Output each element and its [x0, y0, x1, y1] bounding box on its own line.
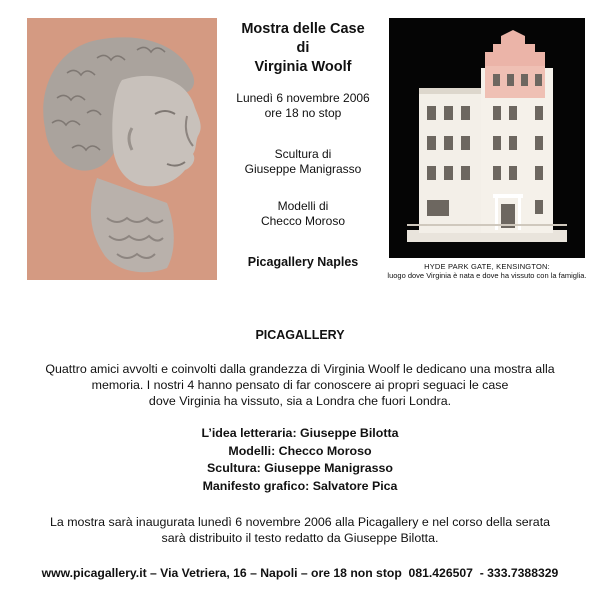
credit-graphics: Manifesto grafico: Salvatore Pica	[202, 478, 398, 493]
house-caption	[383, 262, 591, 280]
gallery-name: Picagallery Naples	[247, 255, 359, 269]
section-heading: PICAGALLERY	[255, 328, 345, 342]
closing-line: sarà distribuito il testo redatto da Giuseppe Bilotta.	[161, 531, 439, 545]
house-caption-title: HYDE PARK GATE, KENSINGTON:	[424, 262, 550, 271]
sculpture-head-icon	[27, 18, 217, 280]
intro-paragraph	[20, 361, 580, 409]
models-label: Modelli di	[277, 199, 329, 213]
footer-contact: www.picagallery.it – Via Vetriera, 16 – Napoli – ore 18 non stop 081.426507 - 333.7388329	[41, 566, 559, 580]
title-line-1: Mostra delle Case	[241, 21, 365, 37]
house-model-icon	[389, 18, 585, 258]
closing-line: La mostra sarà inaugurata lunedì 6 novembre 2006 alla Picagallery e nel corso della serata	[49, 515, 551, 529]
sculptor-name: Giuseppe Manigrasso	[244, 162, 362, 176]
credit-idea: L’idea letteraria: Giuseppe Bilotta	[201, 426, 399, 440]
exhibition-title	[222, 20, 384, 77]
closing-paragraph	[20, 514, 580, 546]
exhibition-info	[222, 20, 384, 269]
time-line: ore 18 no stop	[264, 106, 342, 120]
title-line-3: Virginia Woolf	[254, 59, 352, 75]
sculpture-image	[27, 18, 217, 280]
sculpture-label: Scultura di	[274, 147, 332, 161]
date-line: Lunedì 6 novembre 2006	[236, 91, 370, 105]
house-caption-text: luogo dove Virginia è nata e dove ha vissuto con la famiglia.	[387, 271, 587, 280]
credits-list	[0, 425, 600, 495]
house-model-image	[389, 18, 585, 258]
sculpture-credit-block	[222, 147, 384, 177]
intro-line: memoria. I nostri 4 hanno pensato di far conoscere ai propri seguaci le case	[91, 378, 509, 392]
intro-line: Quattro amici avvolti e coinvolti dalla grandezza di Virginia Woolf le dedicano una mostra alla	[45, 362, 555, 376]
date-block	[222, 91, 384, 121]
modeler-name: Checco Moroso	[260, 214, 346, 228]
credit-models: Modelli: Checco Moroso	[228, 443, 372, 458]
intro-line: dove Virginia ha vissuto, sia a Londra che fuori Londra.	[148, 394, 452, 408]
credit-sculpture: Scultura: Giuseppe Manigrasso	[207, 461, 393, 475]
title-line-2: di	[296, 40, 310, 56]
models-credit-block	[222, 199, 384, 229]
